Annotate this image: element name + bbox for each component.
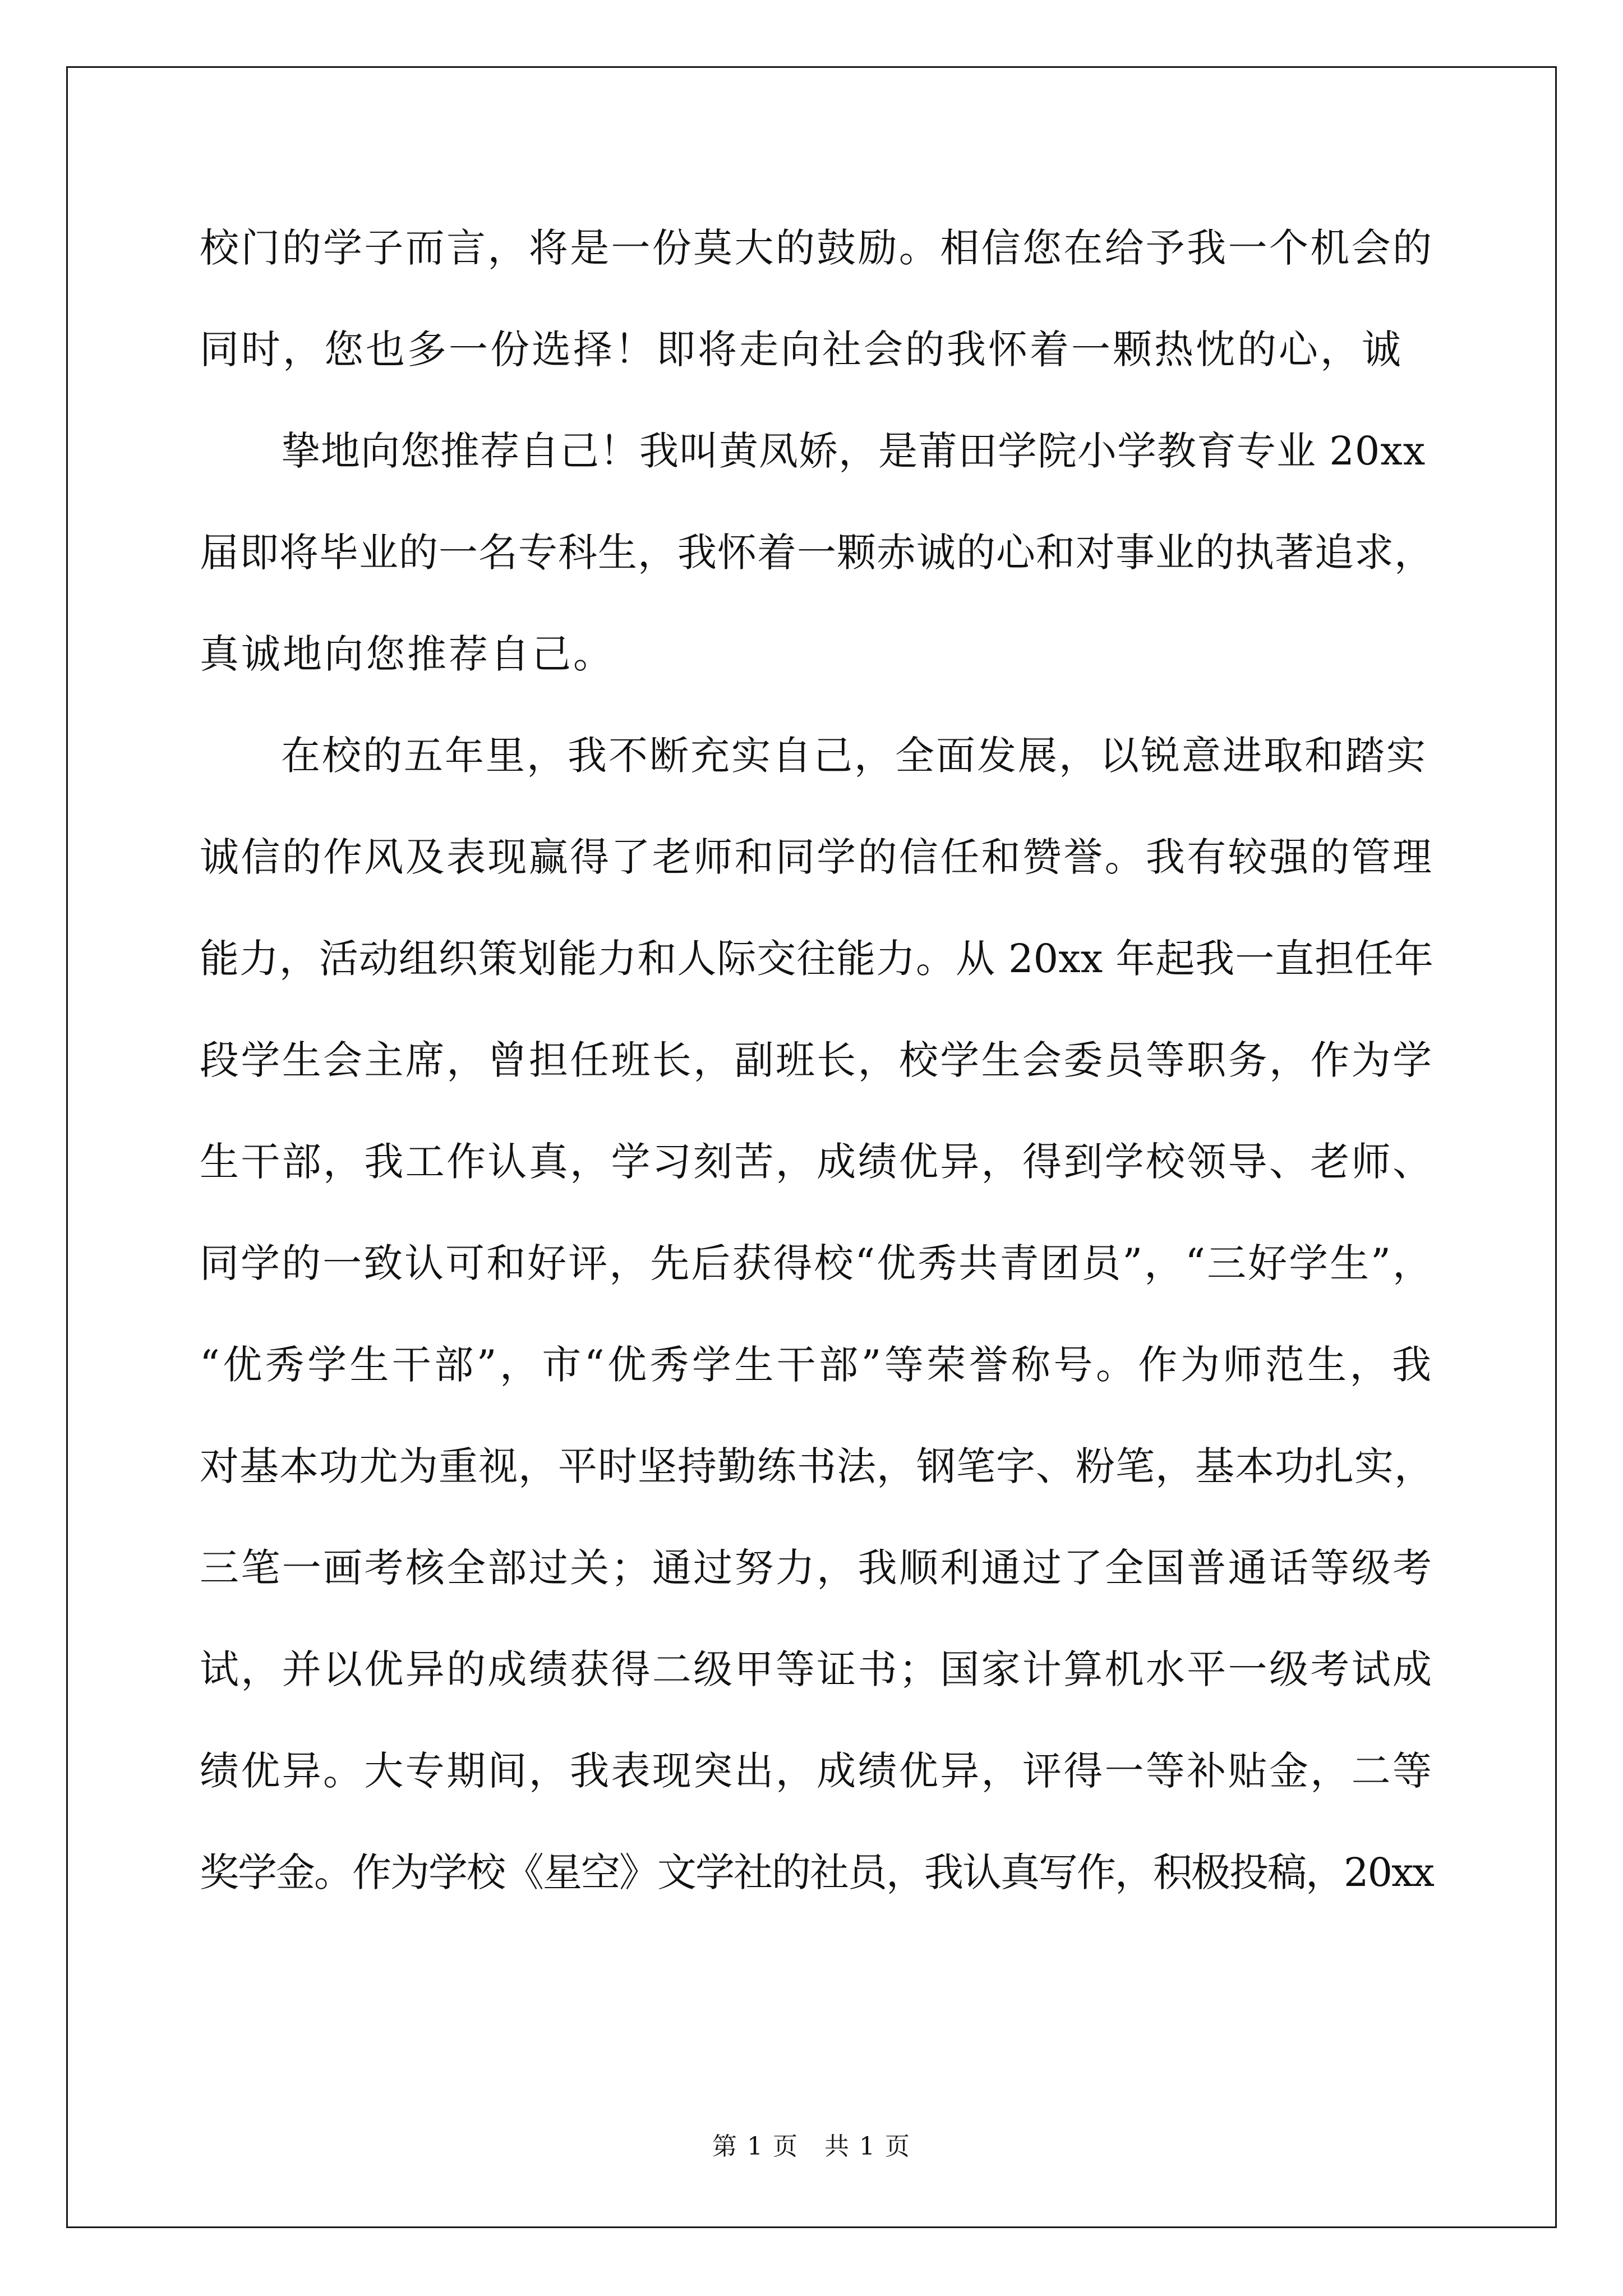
text-line: 对基本功尤为重视，平时坚持勤练书法，钢笔字、粉笔，基本功扎实， [200, 1443, 1433, 1489]
text-line: 试，并以优异的成绩获得二级甲等证书；国家计算机水平一级考试成 [200, 1646, 1433, 1692]
text-line: 能力，活动组织策划能力和人际交往能力。从 20xx 年起我一直担任年 [200, 936, 1433, 982]
text-line: 段学生会主席，曾担任班长，副班长，校学生会委员等职务，作为学 [200, 1037, 1433, 1083]
document-body [200, 220, 1433, 1946]
text-line: 奖学金。作为学校《星空》文学社的社员，我认真写作，积极投稿，20xx [200, 1849, 1434, 1895]
text-line: 届即将毕业的一名专科生，我怀着一颗赤诚的心和对事业的执著追求， [200, 530, 1433, 576]
text-line: 同时，您也多一份选择！即将走向社会的我怀着一颗热忱的心，诚 [200, 326, 1403, 372]
text-line: 校门的学子而言，将是一份莫大的鼓励。相信您在给予我一个机会的 [200, 225, 1433, 271]
text-line: 诚信的作风及表现赢得了老师和同学的信任和赞誉。我有较强的管理 [200, 834, 1433, 880]
text-line: 在校的五年里，我不断充实自己，全面发展，以锐意进取和踏实 [281, 733, 1427, 779]
page-footer: 第 1 页 共 1 页 [712, 2132, 911, 2161]
text-line: “优秀学生干部”，市“优秀学生干部”等荣誉称号。作为师范生，我 [200, 1342, 1433, 1388]
text-line: 生干部，我工作认真，学习刻苦，成绩优异，得到学校领导、老师、 [200, 1139, 1433, 1185]
text-line: 同学的一致认可和好评，先后获得校“优秀共青团员”，“三好学生”， [200, 1240, 1433, 1286]
text-line: 三笔一画考核全部过关；通过努力，我顺利通过了全国普通话等级考 [200, 1545, 1433, 1591]
text-line: 绩优异。大专期间，我表现突出，成绩优异，评得一等补贴金，二等 [200, 1748, 1433, 1794]
text-line: 真诚地向您推荐自己。 [200, 631, 615, 677]
text-line: 挚地向您推荐自己！我叫黄凤娇，是莆田学院小学教育专业 20xx [281, 428, 1426, 474]
